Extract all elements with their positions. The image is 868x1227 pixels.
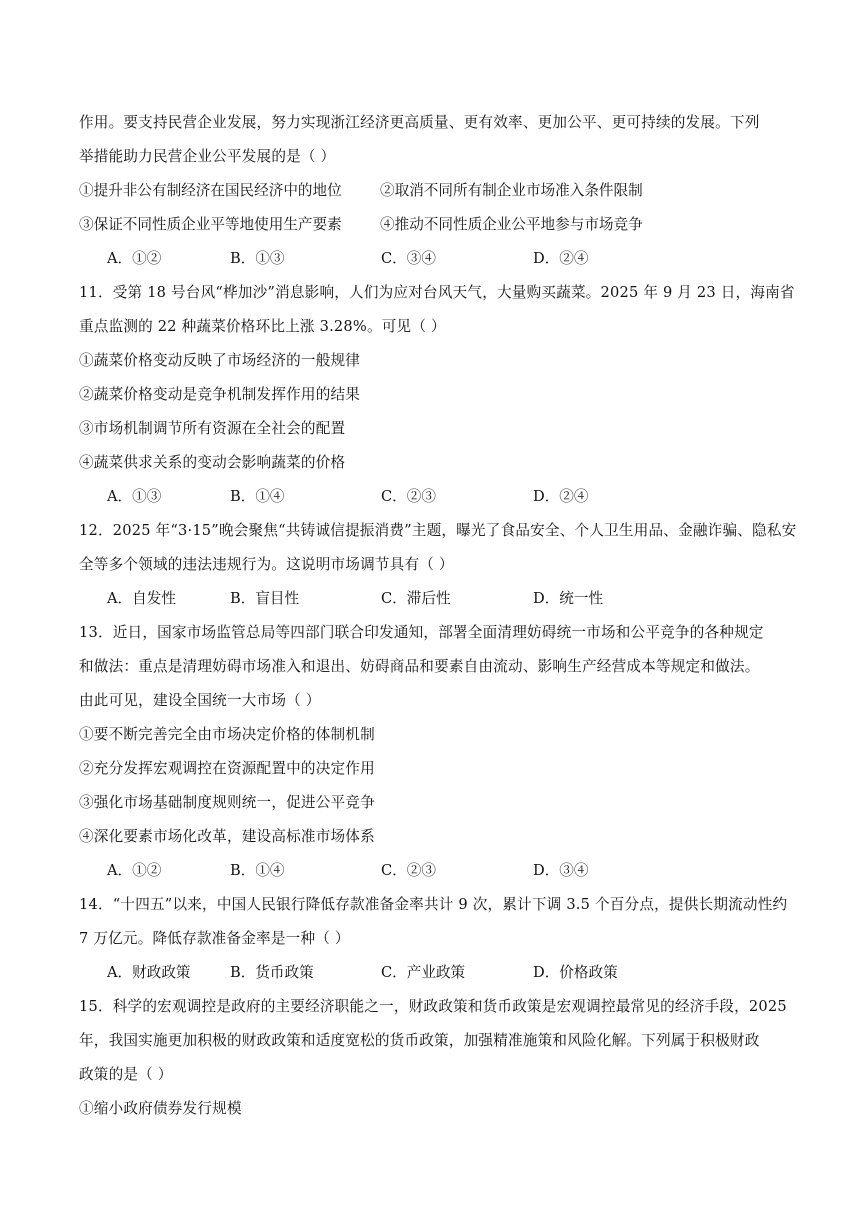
q10-statement-2: ②取消不同所有制企业市场准入条件限制 bbox=[380, 182, 643, 199]
q10-statement-3: ③保证不同性质企业平等地使用生产要素 bbox=[79, 216, 342, 233]
q12-option-b: B．盲目性 bbox=[230, 590, 300, 607]
q12-option-d: D．统一性 bbox=[533, 590, 604, 607]
q11-option-b: B．①④ bbox=[230, 488, 285, 505]
q13-stem-line3: 由此可见，建设全国统一大市场（ ） bbox=[79, 692, 321, 709]
q13-stem-line1: 13．近日，国家市场监管总局等四部门联合印发通知，部署全面清理妨碍统一市场和公平竞争的各种规定 bbox=[79, 624, 764, 641]
q10-stem-line1: 作用。要支持民营企业发展，努力实现浙江经济更高质量、更有效率、更加公平、更可持续的发展。下列 bbox=[79, 114, 760, 131]
q10-option-d: D．②④ bbox=[533, 250, 589, 267]
q11-option-a: A．①③ bbox=[107, 488, 162, 505]
q11-option-d: D．②④ bbox=[533, 488, 589, 505]
q14-option-d: D．价格政策 bbox=[533, 964, 618, 981]
q10-option-c: C．③④ bbox=[381, 250, 436, 267]
q13-option-d: D．③④ bbox=[533, 862, 589, 879]
q10-option-a: A．①② bbox=[107, 250, 162, 267]
q12-stem-line2: 全等多个领域的违法违规行为。这说明市场调节具有（ ） bbox=[79, 556, 454, 573]
q14-stem-line1: 14．“十四五”以来，中国人民银行降低存款准备金率共计 9 次，累计下调 3.5 个百分点，提供长期流动性约 bbox=[79, 896, 788, 913]
q15-statement-1: ①缩小政府债券发行规模 bbox=[79, 1100, 242, 1117]
q11-statement-3: ③市场机制调节所有资源在全社会的配置 bbox=[79, 420, 346, 437]
q15-stem-line1: 15．科学的宏观调控是政府的主要经济职能之一，财政政策和货币政策是宏观调控最常见的经济手段，2025 bbox=[79, 998, 787, 1015]
q14-stem-line2: 7 万亿元。降低存款准备金率是一种（ ） bbox=[79, 930, 350, 947]
q13-statement-3: ③强化市场基础制度规则统一，促进公平竞争 bbox=[79, 794, 375, 811]
q10-option-b: B．①③ bbox=[230, 250, 285, 267]
q12-stem-line1: 12．2025 年“3·15”晚会聚焦“共铸诚信提振消费”主题，曝光了食品安全、个人卫生用品、金融诈骗、隐私安 bbox=[79, 522, 797, 539]
q11-statement-1: ①蔬菜价格变动反映了市场经济的一般规律 bbox=[79, 352, 361, 369]
q12-option-c: C．滞后性 bbox=[381, 590, 451, 607]
q11-statement-2: ②蔬菜价格变动是竞争机制发挥作用的结果 bbox=[79, 386, 361, 403]
q13-statement-2: ②充分发挥宏观调控在资源配置中的决定作用 bbox=[79, 760, 375, 777]
q13-stem-line2: 和做法：重点是清理妨碍市场准入和退出、妨碍商品和要素自由流动、影响生产经营成本等规定和做法。 bbox=[79, 658, 760, 675]
q12-option-a: A．自发性 bbox=[107, 590, 176, 607]
q13-option-a: A．①② bbox=[107, 862, 162, 879]
q10-stem-line2: 举措能助力民营企业公平发展的是（ ） bbox=[79, 148, 336, 165]
q14-option-a: A．财政政策 bbox=[107, 964, 191, 981]
q13-option-c: C．②③ bbox=[381, 862, 436, 879]
q14-option-b: B．货币政策 bbox=[230, 964, 314, 981]
q13-option-b: B．①④ bbox=[230, 862, 285, 879]
q15-stem-line3: 政策的是（ ） bbox=[79, 1066, 173, 1083]
q13-statement-1: ①要不断完善完全由市场决定价格的体制机制 bbox=[79, 726, 375, 743]
q13-statement-4: ④深化要素市场化改革，建设高标准市场体系 bbox=[79, 828, 375, 845]
q15-stem-line2: 年，我国实施更加积极的财政政策和适度宽松的货币政策，加强精准施策和风险化解。下列属于积极财政 bbox=[79, 1032, 760, 1049]
q11-option-c: C．②③ bbox=[381, 488, 436, 505]
q11-statement-4: ④蔬菜供求关系的变动会影响蔬菜的价格 bbox=[79, 454, 346, 471]
q14-option-c: C．产业政策 bbox=[381, 964, 466, 981]
q11-stem-line1: 11．受第 18 号台风“桦加沙”消息影响，人们为应对台风天气，大量购买蔬菜。2025 年 9 月 23 日，海南省 bbox=[79, 284, 795, 301]
q11-stem-line2: 重点监测的 22 种蔬菜价格环比上涨 3.28%。可见（ ） bbox=[79, 318, 446, 335]
q10-statement-4: ④推动不同性质企业公平地参与市场竞争 bbox=[380, 216, 643, 233]
q10-statement-1: ①提升非公有制经济在国民经济中的地位 bbox=[79, 182, 342, 199]
